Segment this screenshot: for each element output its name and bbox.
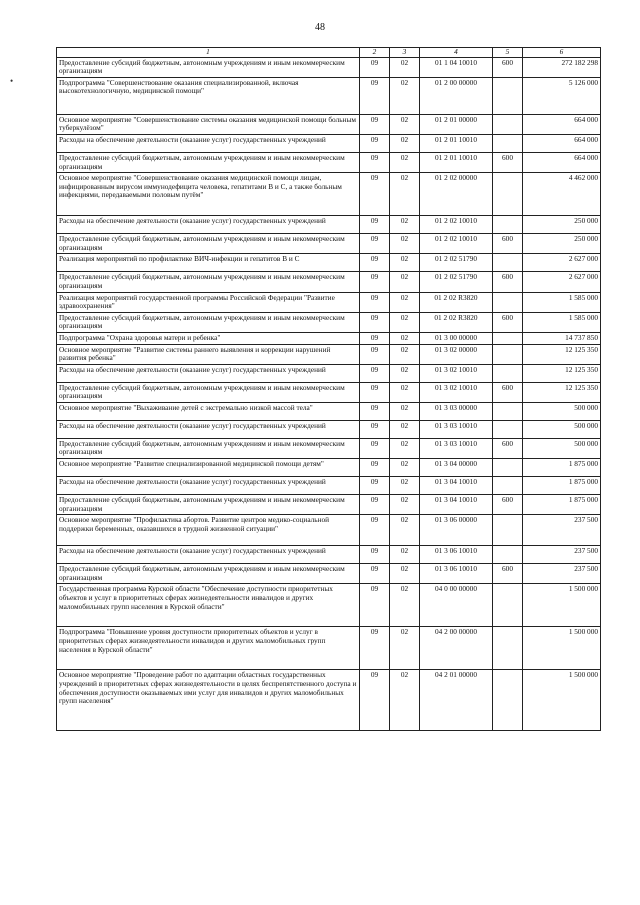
expense-type-code [493, 292, 523, 312]
expense-type-code [493, 477, 523, 495]
row-name: Расходы на обеспечение деятельности (оказание услуг) государственных учреждений [57, 546, 360, 564]
section-code: 09 [360, 564, 390, 584]
subsection-code: 02 [390, 173, 420, 216]
row-name: Расходы на обеспечение деятельности (оказание услуг) государственных учреждений [57, 477, 360, 495]
section-code: 09 [360, 152, 390, 172]
target-article-code: 01 3 04 10010 [420, 477, 493, 495]
subsection-code: 02 [390, 234, 420, 254]
amount: 664 000 [523, 134, 601, 152]
subsection-code: 02 [390, 564, 420, 584]
row-name: Предоставление субсидий бюджетным, автономным учреждениям и иным некоммерческим организациям [57, 272, 360, 292]
amount: 1 875 000 [523, 495, 601, 515]
amount: 2 627 000 [523, 272, 601, 292]
target-article-code: 01 2 01 00000 [420, 114, 493, 134]
subsection-code: 02 [390, 114, 420, 134]
subsection-code: 02 [390, 402, 420, 420]
amount: 500 000 [523, 438, 601, 458]
amount: 1 875 000 [523, 477, 601, 495]
section-code: 09 [360, 670, 390, 731]
amount: 237 500 [523, 546, 601, 564]
header-cell-6: 6 [523, 48, 601, 58]
section-code: 09 [360, 234, 390, 254]
section-code: 09 [360, 312, 390, 332]
subsection-code: 02 [390, 254, 420, 272]
section-code: 09 [360, 420, 390, 438]
target-article-code: 01 3 03 10010 [420, 438, 493, 458]
target-article-code: 01 3 06 00000 [420, 515, 493, 546]
subsection-code: 02 [390, 216, 420, 234]
table-row [57, 627, 601, 670]
table-row [57, 216, 601, 234]
subsection-code: 02 [390, 459, 420, 477]
expense-type-code: 600 [493, 57, 523, 77]
target-article-code: 01 3 06 10010 [420, 564, 493, 584]
table-row [57, 670, 601, 731]
subsection-code: 02 [390, 312, 420, 332]
amount: 500 000 [523, 420, 601, 438]
subsection-code: 02 [390, 364, 420, 382]
amount: 664 000 [523, 152, 601, 172]
row-name: Подпрограмма "Охрана здоровья матери и ребенка" [57, 332, 360, 344]
table-row [57, 332, 601, 344]
row-name: Основное мероприятие "Совершенствование системы оказания медицинской помощи больным туберкулёзом" [57, 114, 360, 134]
target-article-code: 01 3 02 10010 [420, 382, 493, 402]
expense-type-code [493, 216, 523, 234]
section-code: 09 [360, 216, 390, 234]
header-cell-2: 2 [360, 48, 390, 58]
header-cell-5: 5 [493, 48, 523, 58]
expense-type-code [493, 332, 523, 344]
subsection-code: 02 [390, 134, 420, 152]
table-row [57, 495, 601, 515]
amount: 1 585 000 [523, 292, 601, 312]
expense-type-code [493, 420, 523, 438]
amount: 14 737 850 [523, 332, 601, 344]
amount: 4 462 000 [523, 173, 601, 216]
expense-type-code [493, 344, 523, 364]
target-article-code: 01 2 02 51790 [420, 272, 493, 292]
amount: 1 500 000 [523, 627, 601, 670]
target-article-code: 01 2 02 R3820 [420, 292, 493, 312]
target-article-code: 01 3 03 10010 [420, 420, 493, 438]
amount: 2 627 000 [523, 254, 601, 272]
row-name: Реализация мероприятий по профилактике ВИЧ-инфекции и гепатитов В и С [57, 254, 360, 272]
section-code: 09 [360, 254, 390, 272]
row-name: Предоставление субсидий бюджетным, автономным учреждениям и иным некоммерческим организациям [57, 495, 360, 515]
amount: 500 000 [523, 402, 601, 420]
table-row [57, 477, 601, 495]
table-row [57, 564, 601, 584]
amount: 664 000 [523, 114, 601, 134]
row-name: Расходы на обеспечение деятельности (оказание услуг) государственных учреждений [57, 216, 360, 234]
amount: 272 182 298 [523, 57, 601, 77]
header-cell-1: 1 [57, 48, 360, 58]
expense-type-code [493, 364, 523, 382]
row-name: Расходы на обеспечение деятельности (оказание услуг) государственных учреждений [57, 364, 360, 382]
header-cell-3: 3 [390, 48, 420, 58]
amount: 237 500 [523, 515, 601, 546]
expense-type-code: 600 [493, 382, 523, 402]
target-article-code: 01 3 02 00000 [420, 344, 493, 364]
subsection-code: 02 [390, 670, 420, 731]
table-row [57, 77, 601, 114]
section-code: 09 [360, 364, 390, 382]
row-name: Предоставление субсидий бюджетным, автономным учреждениям и иным некоммерческим организациям [57, 382, 360, 402]
amount: 250 000 [523, 216, 601, 234]
expense-type-code [493, 546, 523, 564]
target-article-code: 01 2 01 10010 [420, 134, 493, 152]
subsection-code: 02 [390, 292, 420, 312]
expense-type-code [493, 584, 523, 627]
amount: 1 875 000 [523, 459, 601, 477]
table-row [57, 382, 601, 402]
row-name: Основное мероприятие "Развитие системы раннего выявления и коррекции нарушений развития ребенка" [57, 344, 360, 364]
table-row [57, 272, 601, 292]
row-name: Основное мероприятие "Совершенствование оказания медицинской помощи лицам, инфицированным вирусом иммунодефицита человека, гепатитами В и С, а также больным инфекциями, передаваемыми половым путём" [57, 173, 360, 216]
amount: 5 126 000 [523, 77, 601, 114]
subsection-code: 02 [390, 57, 420, 77]
row-name: Предоставление субсидий бюджетным, автономным учреждениям и иным некоммерческим организациям [57, 564, 360, 584]
subsection-code: 02 [390, 546, 420, 564]
section-code: 09 [360, 382, 390, 402]
expense-type-code: 600 [493, 272, 523, 292]
target-article-code: 04 2 00 00000 [420, 627, 493, 670]
expense-type-code: 600 [493, 495, 523, 515]
table-row [57, 344, 601, 364]
row-name: Предоставление субсидий бюджетным, автономным учреждениям и иным некоммерческим организациям [57, 234, 360, 254]
section-code: 09 [360, 584, 390, 627]
expense-type-code: 600 [493, 438, 523, 458]
row-name: Подпрограмма "Совершенствование оказания специализированной, включая высокотехнологичную, медицинской помощи" [57, 77, 360, 114]
row-name: Предоставление субсидий бюджетным, автономным учреждениям и иным некоммерческим организациям [57, 152, 360, 172]
section-code: 09 [360, 114, 390, 134]
target-article-code: 01 3 06 10010 [420, 546, 493, 564]
section-code: 09 [360, 344, 390, 364]
section-code: 09 [360, 477, 390, 495]
row-name: Предоставление субсидий бюджетным, автономным учреждениям и иным некоммерческим организациям [57, 312, 360, 332]
expense-type-code [493, 459, 523, 477]
table-row [57, 584, 601, 627]
table-row [57, 438, 601, 458]
target-article-code: 04 2 01 00000 [420, 670, 493, 731]
table-row [57, 459, 601, 477]
row-name: Основное мероприятие "Проведение работ по адаптации областных государственных учреждений в приоритетных сферах жизнедеятельности в целях беспрепятственного доступа и обеспечения доступности оказываемых ими услуг для инвалидов и других маломобильных групп населения" [57, 670, 360, 731]
table-row [57, 292, 601, 312]
subsection-code: 02 [390, 344, 420, 364]
subsection-code: 02 [390, 382, 420, 402]
amount: 1 500 000 [523, 584, 601, 627]
subsection-code: 02 [390, 420, 420, 438]
target-article-code: 01 2 01 10010 [420, 152, 493, 172]
target-article-code: 01 3 04 10010 [420, 495, 493, 515]
row-name: Расходы на обеспечение деятельности (оказание услуг) государственных учреждений [57, 134, 360, 152]
table-row [57, 312, 601, 332]
target-article-code: 01 2 02 51790 [420, 254, 493, 272]
section-code: 09 [360, 546, 390, 564]
expense-type-code: 600 [493, 234, 523, 254]
target-article-code: 01 2 02 10010 [420, 216, 493, 234]
amount: 1 585 000 [523, 312, 601, 332]
subsection-code: 02 [390, 272, 420, 292]
target-article-code: 01 3 03 00000 [420, 402, 493, 420]
table-row [57, 364, 601, 382]
table-row [57, 173, 601, 216]
expense-type-code: 600 [493, 564, 523, 584]
target-article-code: 01 2 00 00000 [420, 77, 493, 114]
table-row [57, 515, 601, 546]
target-article-code: 04 0 00 00000 [420, 584, 493, 627]
subsection-code: 02 [390, 438, 420, 458]
expense-type-code [493, 670, 523, 731]
section-code: 09 [360, 292, 390, 312]
amount: 12 125 350 [523, 344, 601, 364]
amount: 250 000 [523, 234, 601, 254]
section-code: 09 [360, 627, 390, 670]
expense-type-code [493, 134, 523, 152]
expense-type-code: 600 [493, 312, 523, 332]
expense-type-code [493, 77, 523, 114]
section-code: 09 [360, 332, 390, 344]
target-article-code: 01 2 02 R3820 [420, 312, 493, 332]
expense-type-code: 600 [493, 152, 523, 172]
table-row [57, 152, 601, 172]
table-row [57, 546, 601, 564]
target-article-code: 01 3 04 00000 [420, 459, 493, 477]
margin-mark: • [10, 76, 14, 86]
target-article-code: 01 2 02 00000 [420, 173, 493, 216]
table-row [57, 402, 601, 420]
subsection-code: 02 [390, 627, 420, 670]
target-article-code: 01 2 02 10010 [420, 234, 493, 254]
table-row [57, 420, 601, 438]
subsection-code: 02 [390, 77, 420, 114]
subsection-code: 02 [390, 515, 420, 546]
target-article-code: 01 3 00 00000 [420, 332, 493, 344]
section-code: 09 [360, 402, 390, 420]
section-code: 09 [360, 459, 390, 477]
expense-type-code [493, 173, 523, 216]
table-row [57, 254, 601, 272]
row-name: Основное мероприятие "Развитие специализированной медицинской помощи детям" [57, 459, 360, 477]
section-code: 09 [360, 438, 390, 458]
table-row [57, 234, 601, 254]
amount: 237 500 [523, 564, 601, 584]
subsection-code: 02 [390, 495, 420, 515]
amount: 1 500 000 [523, 670, 601, 731]
table-row [57, 57, 601, 77]
header-cell-4: 4 [420, 48, 493, 58]
subsection-code: 02 [390, 332, 420, 344]
section-code: 09 [360, 495, 390, 515]
amount: 12 125 350 [523, 382, 601, 402]
row-name: Основное мероприятие "Выхаживание детей с экстремально низкой массой тела" [57, 402, 360, 420]
section-code: 09 [360, 57, 390, 77]
expense-type-code [493, 627, 523, 670]
row-name: Основное мероприятие "Профилактика абортов. Развитие центров медико-социальной поддержки беременных, оказавшихся в трудной жизненной ситуации" [57, 515, 360, 546]
row-name: Подпрограмма "Повышение уровня доступности приоритетных объектов и услуг в приоритетных сферах жизнедеятельности инвалидов и других маломобильных групп населения в Курской области" [57, 627, 360, 670]
target-article-code: 01 1 04 10010 [420, 57, 493, 77]
row-name: Предоставление субсидий бюджетным, автономным учреждениям и иным некоммерческим организациям [57, 57, 360, 77]
section-code: 09 [360, 77, 390, 114]
page-number: 48 [315, 22, 325, 33]
section-code: 09 [360, 515, 390, 546]
expense-type-code [493, 515, 523, 546]
table-row [57, 134, 601, 152]
subsection-code: 02 [390, 477, 420, 495]
expense-type-code [493, 254, 523, 272]
row-name: Расходы на обеспечение деятельности (оказание услуг) государственных учреждений [57, 420, 360, 438]
budget-table [56, 47, 601, 731]
subsection-code: 02 [390, 152, 420, 172]
header-row [57, 48, 601, 58]
expense-type-code [493, 114, 523, 134]
subsection-code: 02 [390, 584, 420, 627]
row-name: Государственная программа Курской области "Обеспечение доступности приоритетных объектов и услуг в приоритетных сферах жизнедеятельности инвалидов и других маломобильных групп населения в Курской области" [57, 584, 360, 627]
section-code: 09 [360, 134, 390, 152]
amount: 12 125 350 [523, 364, 601, 382]
section-code: 09 [360, 173, 390, 216]
section-code: 09 [360, 272, 390, 292]
row-name: Предоставление субсидий бюджетным, автономным учреждениям и иным некоммерческим организациям [57, 438, 360, 458]
target-article-code: 01 3 02 10010 [420, 364, 493, 382]
expense-type-code [493, 402, 523, 420]
table-row [57, 114, 601, 134]
row-name: Реализация мероприятий государственной программы Российской Федерации "Развитие здравоохранения" [57, 292, 360, 312]
